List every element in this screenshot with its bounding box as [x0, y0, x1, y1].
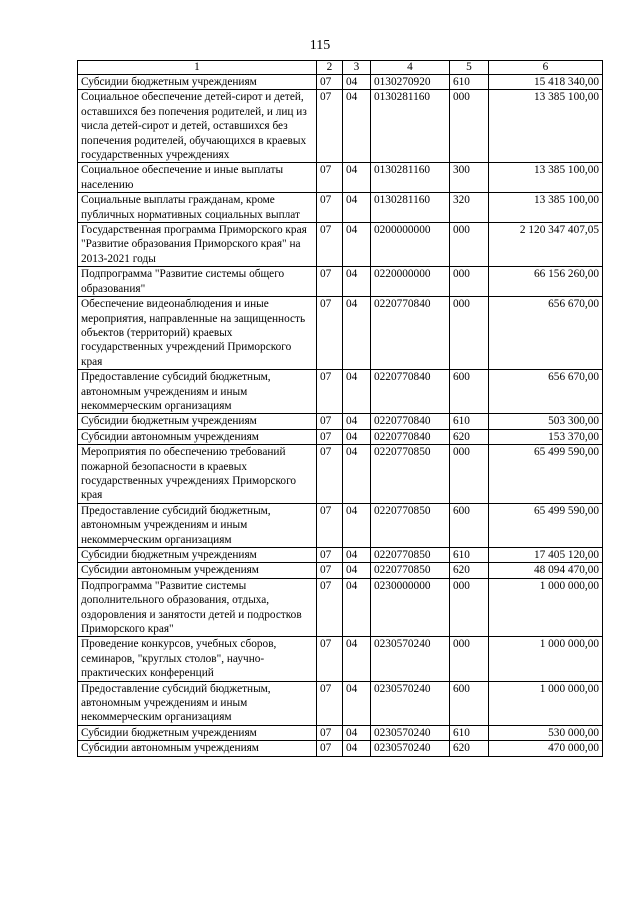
table-body: [78, 75, 603, 757]
expense-name-cell: Предоставление субсидий бюджетным, автономным учреждениям и иным некоммерческим организациям: [78, 370, 317, 414]
section-code-cell: 07: [317, 445, 343, 504]
amount-cell: 470 000,00: [489, 741, 603, 756]
table-row: [78, 741, 603, 756]
subsection-code-cell: 04: [343, 578, 371, 637]
expense-name-cell: Подпрограмма "Развитие системы дополнительного образования, отдыха, оздоровления и занятости детей и подростков Приморского края": [78, 578, 317, 637]
section-code-cell: 07: [317, 578, 343, 637]
expense-type-cell: 320: [450, 193, 489, 223]
expense-name-cell: Проведение конкурсов, учебных сборов, семинаров, "круглых столов", научно-практических конференций: [78, 637, 317, 681]
target-article-cell: 0220770840: [371, 297, 450, 370]
expense-type-cell: 000: [450, 578, 489, 637]
expense-type-cell: 610: [450, 548, 489, 563]
amount-cell: 530 000,00: [489, 725, 603, 740]
amount-cell: 1 000 000,00: [489, 681, 603, 725]
expense-type-cell: 610: [450, 414, 489, 429]
subsection-code-cell: 04: [343, 75, 371, 90]
column-header-6: 6: [489, 61, 603, 75]
subsection-code-cell: 04: [343, 503, 371, 547]
expense-name-cell: Социальные выплаты гражданам, кроме публичных нормативных социальных выплат: [78, 193, 317, 223]
amount-cell: 13 385 100,00: [489, 90, 603, 163]
table-header-row: [78, 61, 603, 75]
target-article-cell: 0230570240: [371, 725, 450, 740]
expense-type-cell: 600: [450, 681, 489, 725]
subsection-code-cell: 04: [343, 90, 371, 163]
subsection-code-cell: 04: [343, 429, 371, 444]
subsection-code-cell: 04: [343, 370, 371, 414]
target-article-cell: 0220770840: [371, 429, 450, 444]
expense-type-cell: 300: [450, 163, 489, 193]
amount-cell: 65 499 590,00: [489, 445, 603, 504]
subsection-code-cell: 04: [343, 445, 371, 504]
expense-type-cell: 620: [450, 741, 489, 756]
subsection-code-cell: 04: [343, 741, 371, 756]
expense-name-cell: Мероприятия по обеспечению требований пожарной безопасности в краевых государственных учреждениях Приморского края: [78, 445, 317, 504]
table-row: [78, 267, 603, 297]
expense-name-cell: Субсидии автономным учреждениям: [78, 429, 317, 444]
expense-name-cell: Подпрограмма "Развитие системы общего образования": [78, 267, 317, 297]
expense-name-cell: Государственная программа Приморского края "Развитие образования Приморского края" на 2013-2021 годы: [78, 223, 317, 267]
table-row: [78, 90, 603, 163]
table-row: [78, 370, 603, 414]
table-row: [78, 163, 603, 193]
page-number: 115: [309, 38, 331, 53]
section-code-cell: 07: [317, 548, 343, 563]
section-code-cell: 07: [317, 741, 343, 756]
target-article-cell: 0130281160: [371, 193, 450, 223]
table-row: [78, 681, 603, 725]
target-article-cell: 0220770840: [371, 414, 450, 429]
table-row: [78, 414, 603, 429]
amount-cell: 48 094 470,00: [489, 563, 603, 578]
target-article-cell: 0220770850: [371, 503, 450, 547]
target-article-cell: 0230570240: [371, 681, 450, 725]
expense-type-cell: 600: [450, 370, 489, 414]
target-article-cell: 0220770850: [371, 563, 450, 578]
amount-cell: 503 300,00: [489, 414, 603, 429]
target-article-cell: 0130281160: [371, 90, 450, 163]
expense-name-cell: Субсидии бюджетным учреждениям: [78, 75, 317, 90]
section-code-cell: 07: [317, 163, 343, 193]
section-code-cell: 07: [317, 429, 343, 444]
column-header-2: 2: [317, 61, 343, 75]
budget-table: [77, 60, 603, 757]
section-code-cell: 07: [317, 297, 343, 370]
amount-cell: 656 670,00: [489, 297, 603, 370]
section-code-cell: 07: [317, 370, 343, 414]
section-code-cell: 07: [317, 90, 343, 163]
subsection-code-cell: 04: [343, 297, 371, 370]
section-code-cell: 07: [317, 267, 343, 297]
expense-type-cell: 000: [450, 297, 489, 370]
expense-type-cell: 620: [450, 429, 489, 444]
expense-name-cell: Предоставление субсидий бюджетным, автономным учреждениям и иным некоммерческим организациям: [78, 503, 317, 547]
target-article-cell: 0220000000: [371, 267, 450, 297]
subsection-code-cell: 04: [343, 163, 371, 193]
subsection-code-cell: 04: [343, 414, 371, 429]
expense-name-cell: Субсидии бюджетным учреждениям: [78, 725, 317, 740]
amount-cell: 656 670,00: [489, 370, 603, 414]
expense-name-cell: Социальное обеспечение и иные выплаты населению: [78, 163, 317, 193]
amount-cell: 65 499 590,00: [489, 503, 603, 547]
expense-type-cell: 000: [450, 90, 489, 163]
target-article-cell: 0220770850: [371, 548, 450, 563]
section-code-cell: 07: [317, 637, 343, 681]
target-article-cell: 0220770850: [371, 445, 450, 504]
expense-name-cell: Социальное обеспечение детей-сирот и детей, оставшихся без попечения родителей, и лиц из числа детей-сирот и детей, оставшихся без попечения родителей, обучающихся в краевых государственных учреждениях: [78, 90, 317, 163]
table-row: [78, 75, 603, 90]
table-row: [78, 725, 603, 740]
table-row: [78, 429, 603, 444]
amount-cell: 13 385 100,00: [489, 193, 603, 223]
table-row: [78, 563, 603, 578]
table-row: [78, 223, 603, 267]
amount-cell: 15 418 340,00: [489, 75, 603, 90]
expense-type-cell: 000: [450, 445, 489, 504]
amount-cell: 2 120 347 407,05: [489, 223, 603, 267]
subsection-code-cell: 04: [343, 681, 371, 725]
target-article-cell: 0130281160: [371, 163, 450, 193]
amount-cell: 17 405 120,00: [489, 548, 603, 563]
table-row: [78, 445, 603, 504]
table-row: [78, 578, 603, 637]
expense-type-cell: 000: [450, 223, 489, 267]
section-code-cell: 07: [317, 681, 343, 725]
expense-name-cell: Субсидии автономным учреждениям: [78, 563, 317, 578]
subsection-code-cell: 04: [343, 548, 371, 563]
subsection-code-cell: 04: [343, 223, 371, 267]
target-article-cell: 0200000000: [371, 223, 450, 267]
section-code-cell: 07: [317, 414, 343, 429]
section-code-cell: 07: [317, 193, 343, 223]
column-header-4: 4: [371, 61, 450, 75]
subsection-code-cell: 04: [343, 193, 371, 223]
amount-cell: 1 000 000,00: [489, 637, 603, 681]
amount-cell: 1 000 000,00: [489, 578, 603, 637]
section-code-cell: 07: [317, 563, 343, 578]
amount-cell: 153 370,00: [489, 429, 603, 444]
expense-type-cell: 610: [450, 75, 489, 90]
expense-type-cell: 600: [450, 503, 489, 547]
expense-name-cell: Субсидии бюджетным учреждениям: [78, 414, 317, 429]
expense-type-cell: 620: [450, 563, 489, 578]
subsection-code-cell: 04: [343, 637, 371, 681]
target-article-cell: 0230570240: [371, 741, 450, 756]
expense-type-cell: 000: [450, 267, 489, 297]
expense-name-cell: Обеспечение видеонаблюдения и иные мероприятия, направленные на защищенность объектов (территорий) краевых государственных учреждений Приморского края: [78, 297, 317, 370]
expense-name-cell: Субсидии автономным учреждениям: [78, 741, 317, 756]
subsection-code-cell: 04: [343, 563, 371, 578]
amount-cell: 13 385 100,00: [489, 163, 603, 193]
subsection-code-cell: 04: [343, 267, 371, 297]
expense-type-cell: 610: [450, 725, 489, 740]
expense-name-cell: Субсидии бюджетным учреждениям: [78, 548, 317, 563]
target-article-cell: 0220770840: [371, 370, 450, 414]
target-article-cell: 0230000000: [371, 578, 450, 637]
table-row: [78, 503, 603, 547]
table-row: [78, 193, 603, 223]
column-header-1: 1: [78, 61, 317, 75]
table-row: [78, 297, 603, 370]
amount-cell: 66 156 260,00: [489, 267, 603, 297]
table-row: [78, 548, 603, 563]
subsection-code-cell: 04: [343, 725, 371, 740]
target-article-cell: 0130270920: [371, 75, 450, 90]
section-code-cell: 07: [317, 503, 343, 547]
section-code-cell: 07: [317, 725, 343, 740]
column-header-5: 5: [450, 61, 489, 75]
section-code-cell: 07: [317, 75, 343, 90]
table-row: [78, 637, 603, 681]
column-header-3: 3: [343, 61, 371, 75]
expense-type-cell: 000: [450, 637, 489, 681]
expense-name-cell: Предоставление субсидий бюджетным, автономным учреждениям и иным некоммерческим организациям: [78, 681, 317, 725]
section-code-cell: 07: [317, 223, 343, 267]
target-article-cell: 0230570240: [371, 637, 450, 681]
